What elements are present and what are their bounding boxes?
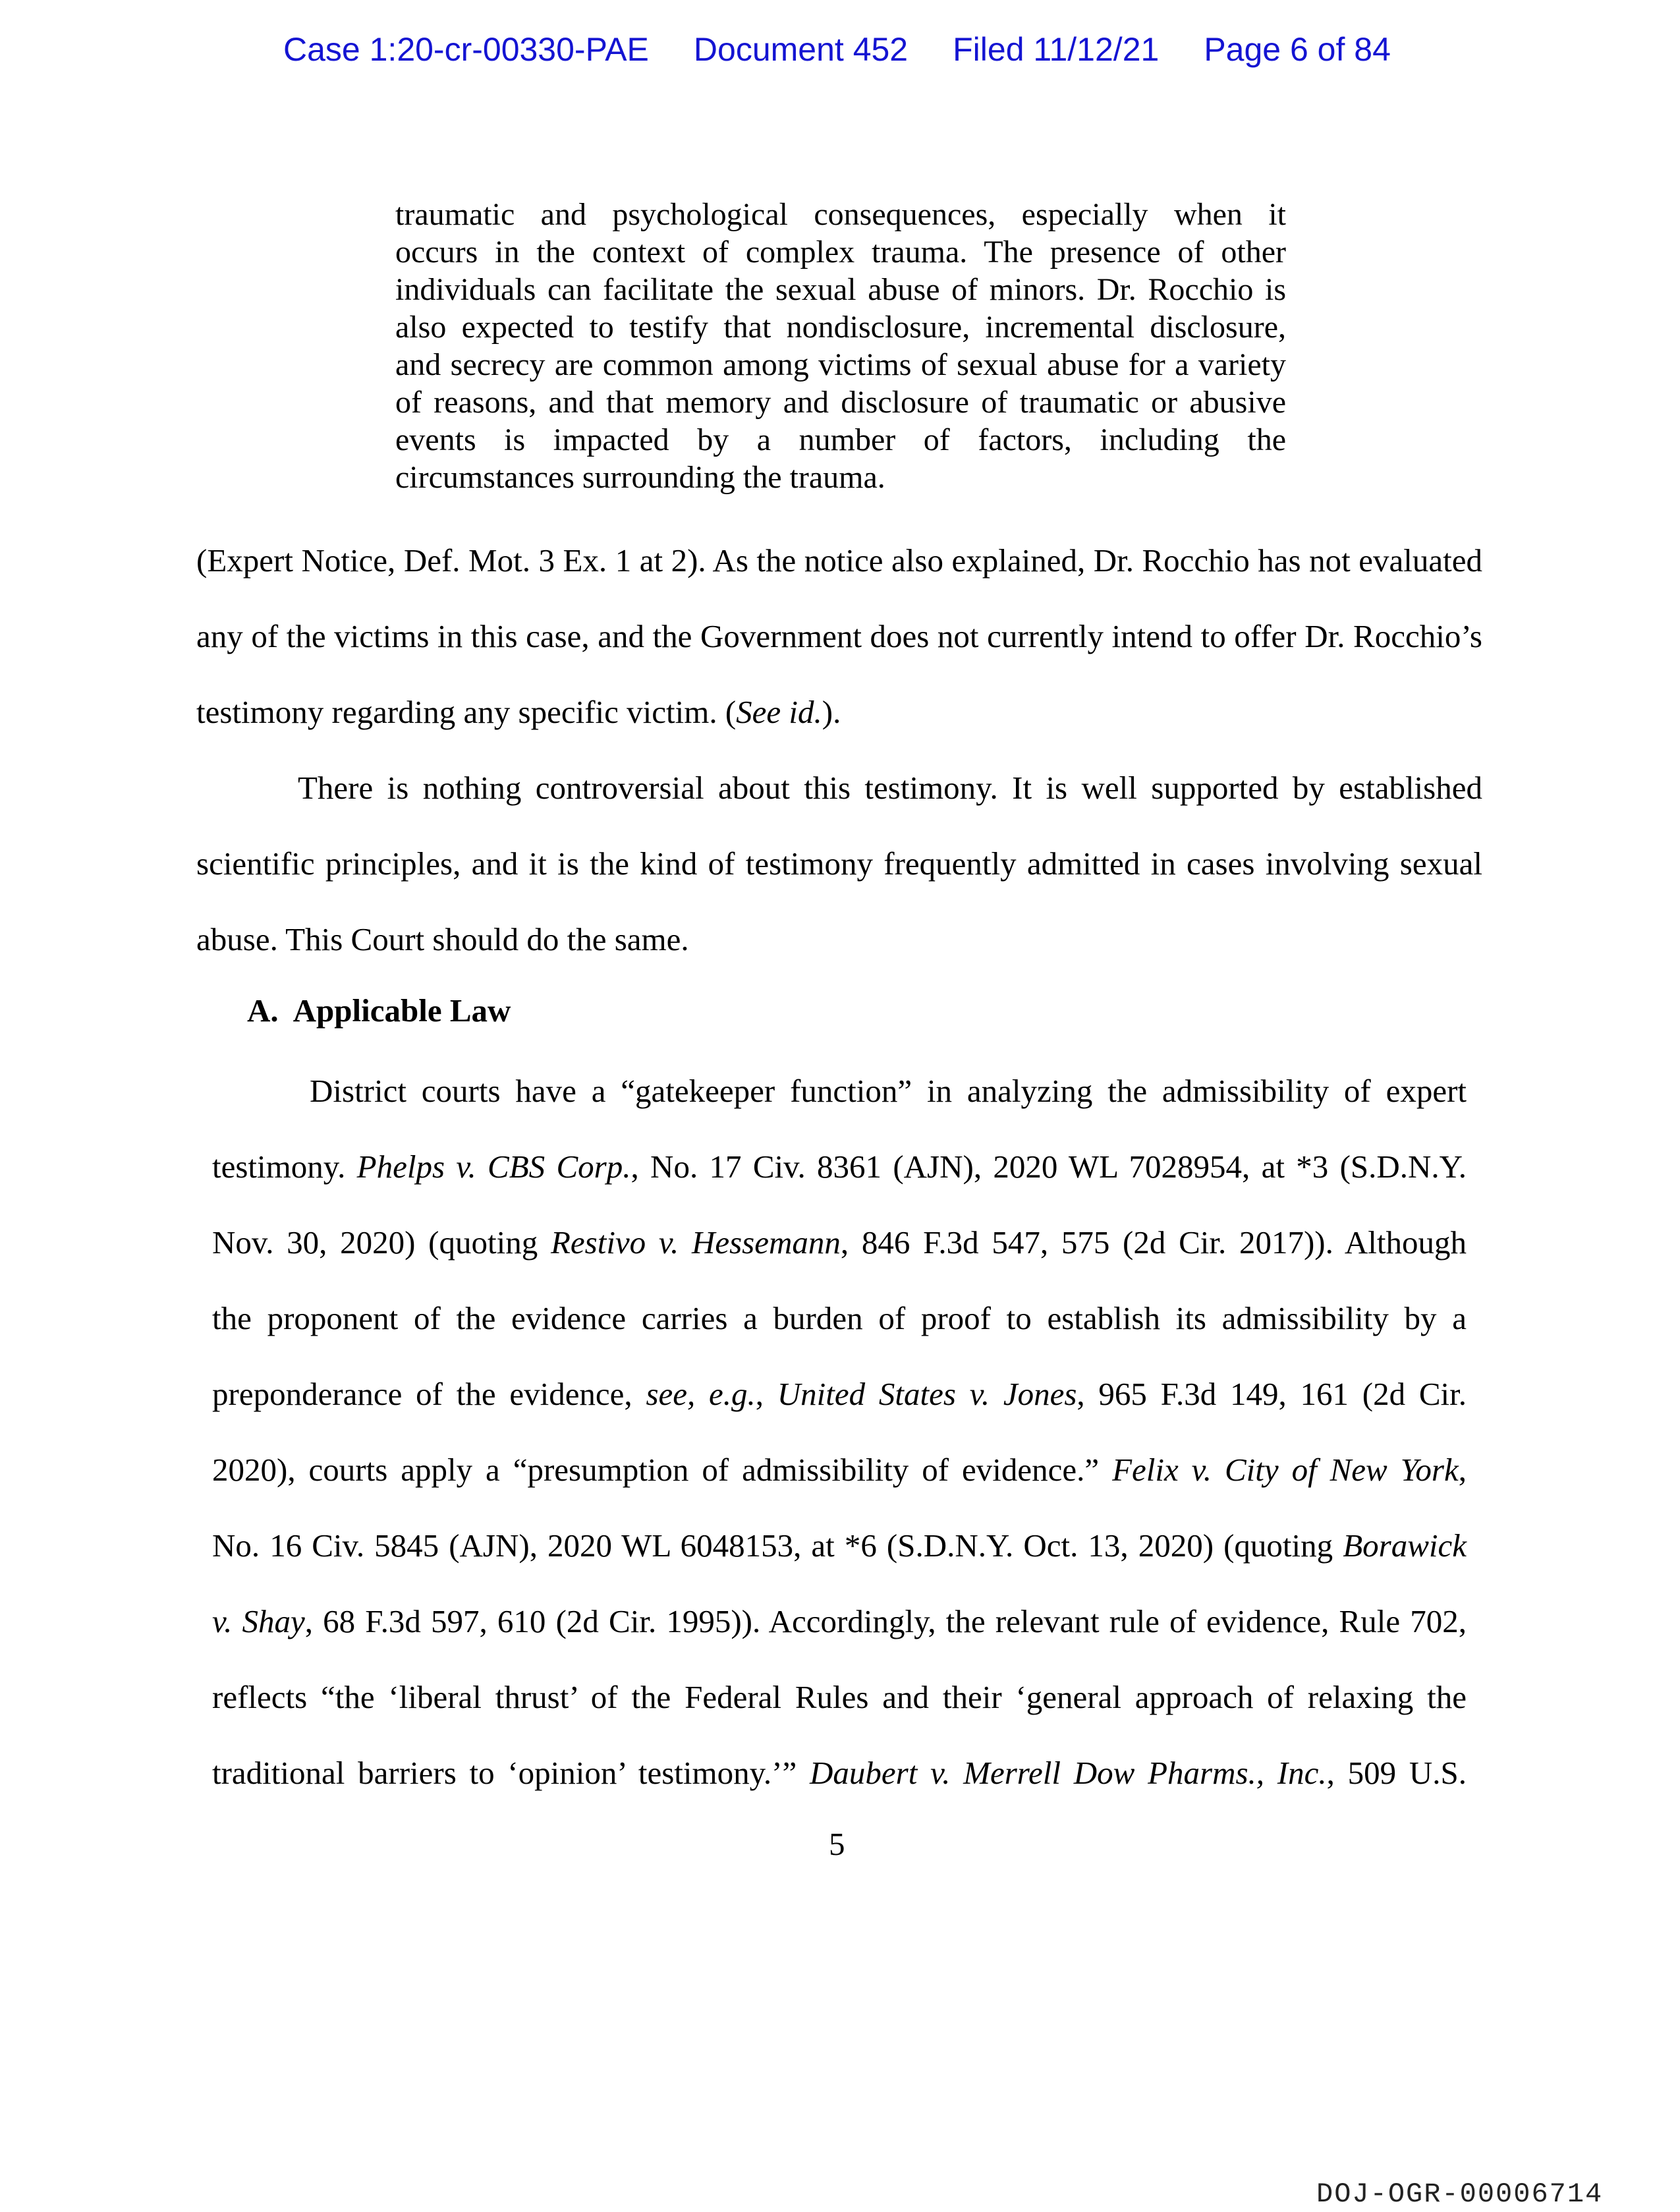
block-quote-line: and secrecy are common among victims of sexual abuse for a variety — [395, 347, 1286, 382]
citation-signal: see, e.g. — [646, 1376, 756, 1412]
section-heading — [247, 992, 511, 1029]
block-quote-line: circumstances surrounding the trauma. — [395, 460, 885, 495]
ecf-header — [283, 30, 1391, 69]
header-page-count: Page 6 of 84 — [1204, 31, 1391, 68]
body-line: (Expert Notice, Def. Mot. 3 Ex. 1 at 2). As the notice also explained, Dr. Rocchio has not evaluated — [196, 542, 1482, 579]
body-line: testimony. Phelps v. CBS Corp., No. 17 Civ. 8361 (AJN), 2020 WL 7028954, at *3 (S.D.N.Y. — [212, 1149, 1467, 1185]
header-filed-date: Filed 11/12/21 — [953, 31, 1160, 68]
body-line: 2020), courts apply a “presumption of admissibility of evidence.” Felix v. City of New York, — [212, 1452, 1467, 1488]
body-line: preponderance of the evidence, see, e.g., United States v. Jones, 965 F.3d 149, 161 (2d Cir. — [212, 1376, 1467, 1412]
page-number: 5 — [829, 1826, 845, 1862]
header-document-number: Document 452 — [693, 31, 909, 68]
block-quote-line: also expected to testify that nondisclosure, incremental disclosure, — [395, 310, 1286, 345]
body-line: abuse. This Court should do the same. — [196, 921, 689, 957]
case-citation: United States v. Jones — [777, 1376, 1077, 1412]
body-line: District courts have a “gatekeeper function” in analyzing the admissibility of expert — [310, 1073, 1467, 1109]
section-letter: A. — [247, 992, 279, 1029]
case-citation: Borawick — [1343, 1527, 1467, 1564]
case-citation: Felix v. City of New York — [1112, 1452, 1459, 1488]
section-title: Applicable Law — [293, 992, 511, 1029]
body-line: reflects “the ‘liberal thrust’ of the Federal Rules and their ‘general approach of relaxing the — [212, 1679, 1467, 1715]
block-quote-line: occurs in the context of complex trauma. The presence of other — [395, 235, 1286, 269]
block-quote-line: individuals can facilitate the sexual abuse of minors. Dr. Rocchio is — [395, 272, 1286, 307]
body-line: scientific principles, and it is the kind of testimony frequently admitted in cases involving sexual — [196, 845, 1482, 882]
body-line: any of the victims in this case, and the Government does not currently intend to offer Dr. Rocchio’s — [196, 618, 1482, 654]
block-quote-line: traumatic and psychological consequences, especially when it — [395, 197, 1286, 232]
bates-stamp: DOJ-OGR-00006714 — [1316, 2178, 1604, 2210]
body-line: Nov. 30, 2020) (quoting Restivo v. Hessemann, 846 F.3d 547, 575 (2d Cir. 2017)). Although — [212, 1224, 1467, 1261]
block-quote-line: events is impacted by a number of factors, including the — [395, 422, 1286, 457]
header-case-number: Case 1:20-cr-00330-PAE — [283, 31, 649, 68]
body-line: testimony regarding any specific victim. (See id.). — [196, 694, 841, 730]
case-citation: v. Shay — [212, 1603, 305, 1639]
case-citation: Daubert v. Merrell Dow Pharms., Inc. — [810, 1755, 1327, 1791]
body-line: There is nothing controversial about this testimony. It is well supported by established — [298, 770, 1482, 806]
case-citation: Phelps v. CBS Corp. — [356, 1149, 631, 1185]
body-line: the proponent of the evidence carries a burden of proof to establish its admissibility by a — [212, 1300, 1467, 1336]
body-line: v. Shay, 68 F.3d 597, 610 (2d Cir. 1995)). Accordingly, the relevant rule of evidence, Rule 702, — [212, 1603, 1467, 1639]
body-line: traditional barriers to ‘opinion’ testimony.’” Daubert v. Merrell Dow Pharms., Inc., 509 U.S. — [212, 1755, 1467, 1791]
citation-signal: See id. — [736, 694, 822, 730]
block-quote-line: of reasons, and that memory and disclosure of traumatic or abusive — [395, 385, 1286, 420]
case-citation: Restivo v. Hessemann — [550, 1224, 841, 1261]
body-line: No. 16 Civ. 5845 (AJN), 2020 WL 6048153, at *6 (S.D.N.Y. Oct. 13, 2020) (quoting Borawick — [212, 1527, 1467, 1564]
